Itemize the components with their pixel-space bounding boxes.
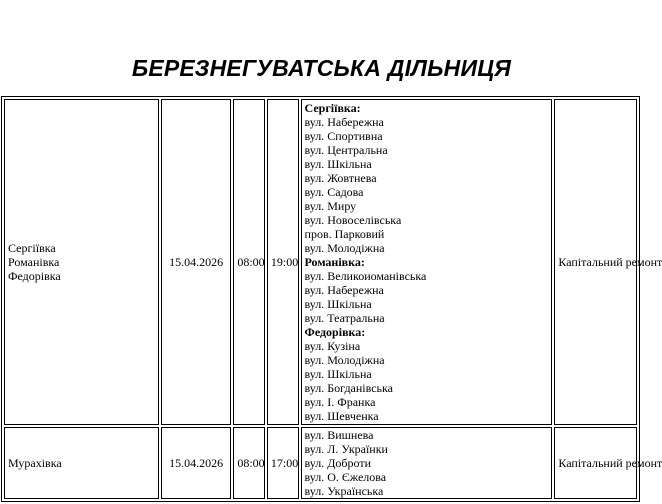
reason-cell: Капітальний ремонт: [554, 99, 637, 425]
table-body: [4, 99, 662, 499]
street-item: вул. Спортивна: [304, 129, 383, 143]
start-time-cell: 08:00: [233, 99, 265, 425]
page-title: БЕРЕЗНЕГУВАТСЬКА ДІЛЬНИЦЯ: [131, 55, 512, 81]
settlements-cell: [4, 427, 159, 499]
settlement-name: Сергіївка: [8, 241, 56, 255]
streets-cell: [301, 427, 553, 499]
end-time-cell: 19:00: [267, 99, 299, 425]
street-item: вул. Набережна: [304, 115, 384, 129]
street-item: вул. Кузіна: [304, 339, 361, 353]
street-item: вул. Жовтнева: [304, 171, 377, 185]
street-item: вул. Молодіжна: [304, 353, 385, 367]
date-cell: 15.04.2026: [161, 427, 231, 499]
settlement-name: Романівка: [8, 255, 60, 269]
street-item: вул. О. Єжелова: [304, 470, 387, 484]
streets-cell: [301, 99, 553, 425]
street-item: вул. І. Франка: [304, 395, 376, 409]
outage-schedule-table: [1, 96, 662, 502]
street-item: пров. Парковий: [304, 227, 385, 241]
street-item: вул. Центральна: [304, 143, 388, 157]
street-item: вул. Новоселівська: [304, 213, 402, 227]
table-row: [4, 99, 637, 425]
end-time-cell: 17:00: [267, 427, 299, 499]
street-item: вул. Шкільна: [304, 297, 372, 311]
street-item: вул. Молодіжна: [304, 241, 385, 255]
street-item: вул. Богданівська: [304, 381, 394, 395]
street-item: вул. Театральна: [304, 311, 385, 325]
settlement-name: Мурахівка: [8, 456, 62, 470]
village-heading: Сергіївка:: [304, 101, 361, 115]
start-time-cell: 08:00: [233, 427, 265, 499]
street-item: вул. Миру: [304, 199, 357, 213]
date-cell: 15.04.2026: [161, 99, 231, 425]
reason-cell: Капітальний ремонт: [554, 427, 637, 499]
settlements-cell: [4, 99, 159, 425]
street-item: вул. Шкільна: [304, 157, 372, 171]
street-item: вул. Великоиоманівська: [304, 269, 427, 283]
settlement-name: Федорівка: [8, 269, 61, 283]
street-item: вул. Шевченка: [304, 409, 379, 423]
street-item: вул. Українська: [304, 484, 384, 498]
street-item: вул. Доброти: [304, 456, 372, 470]
street-item: вул. Шкільна: [304, 367, 372, 381]
village-heading: Федорівка:: [304, 325, 366, 339]
street-item: вул. Садова: [304, 185, 364, 199]
table-row: [4, 427, 637, 499]
street-item: вул. Вишнева: [304, 428, 374, 442]
street-item: вул. Набережна: [304, 283, 384, 297]
street-item: вул. Л. Українки: [304, 442, 388, 456]
village-heading: Романівка:: [304, 255, 365, 269]
